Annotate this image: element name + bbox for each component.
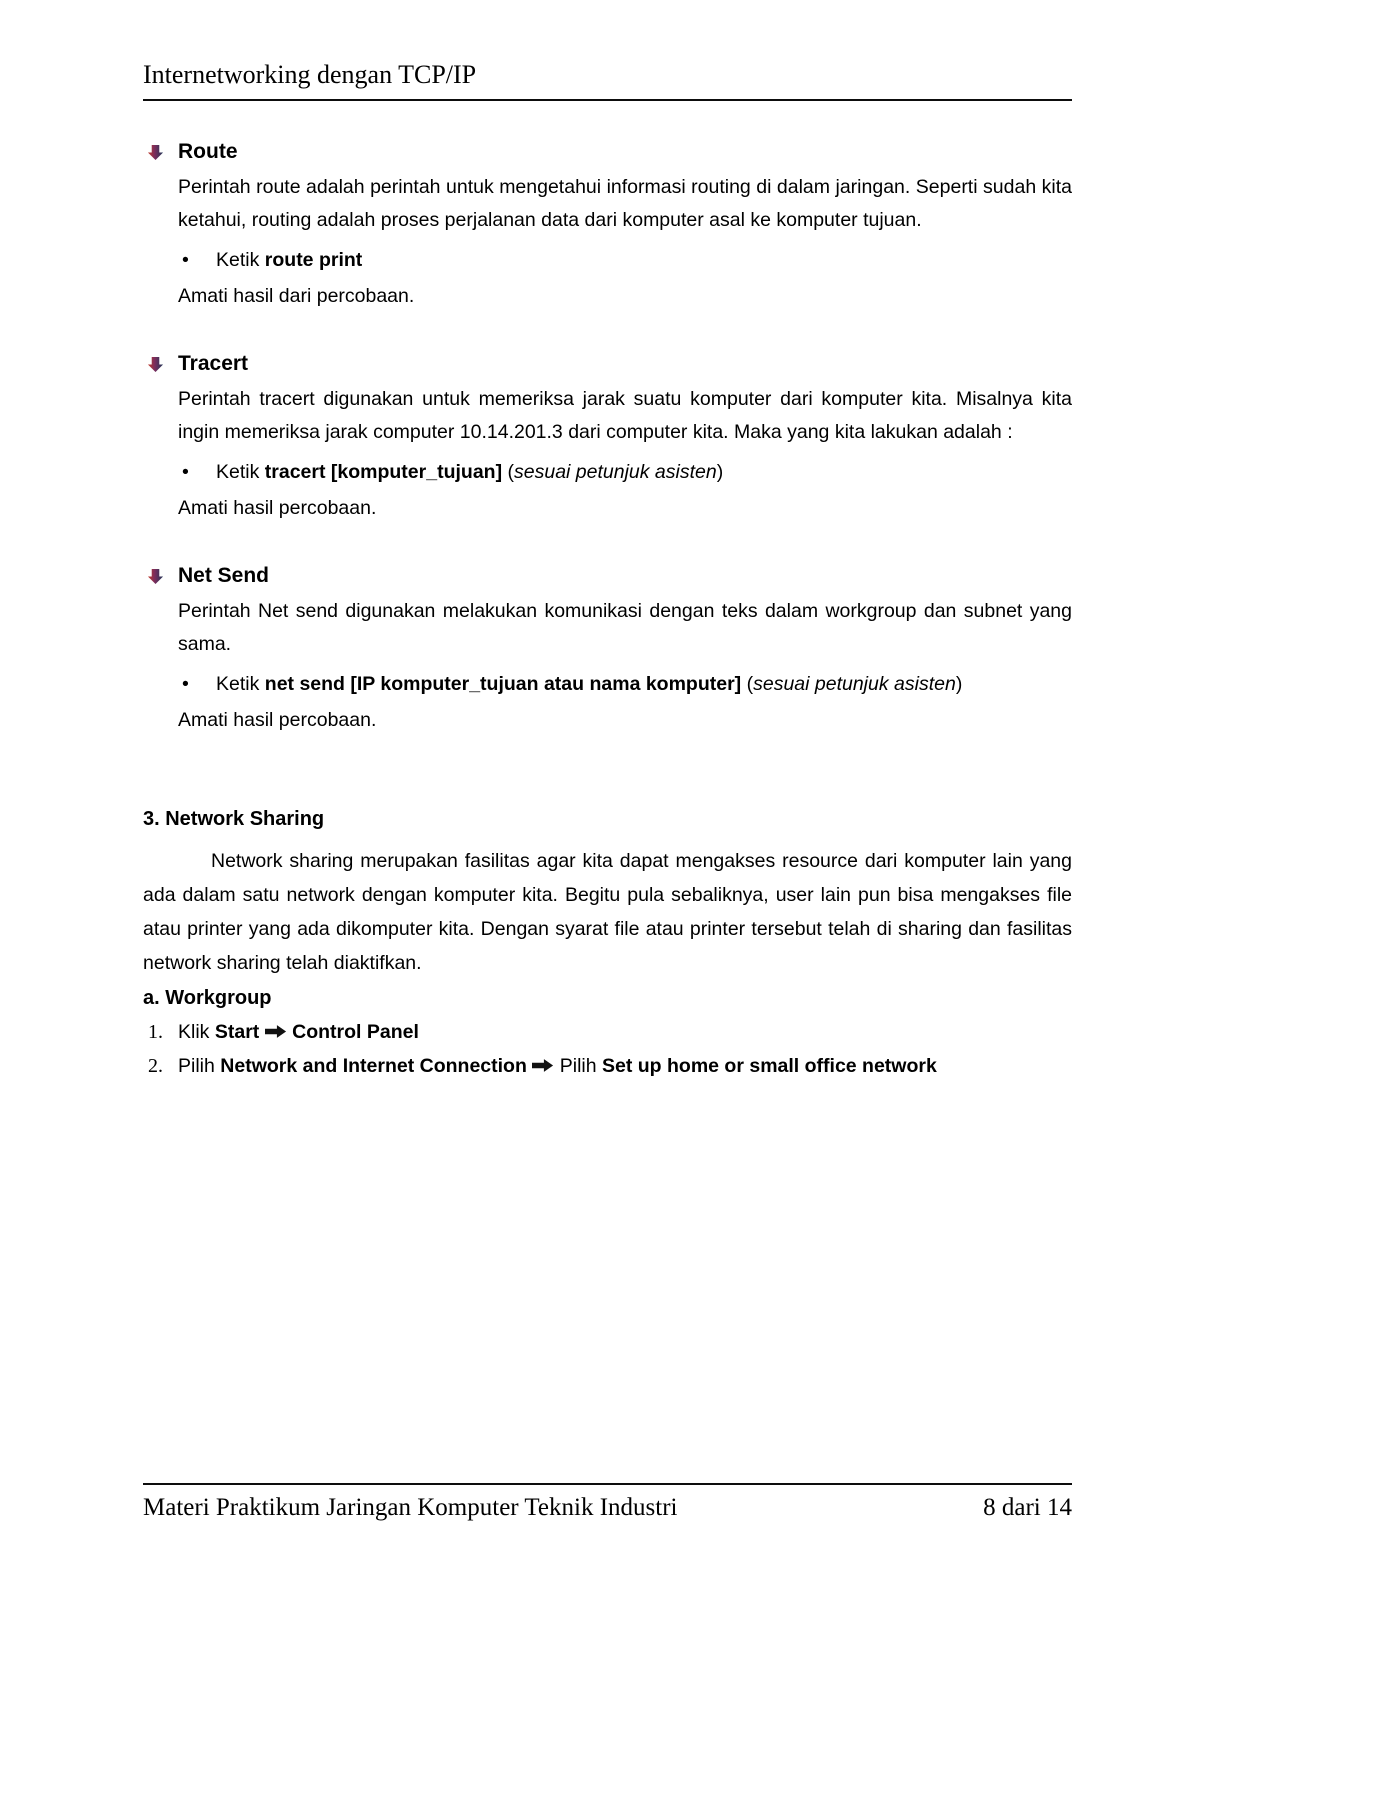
observe-note: Amati hasil percobaan. [178,709,377,731]
bullet-text [216,456,723,489]
section-paragraph: Perintah Net send digunakan melakukan komunikasi dengan teks dalam workgroup dan subnet yang sama. [178,600,1072,655]
step-command: Control Panel [292,1021,419,1043]
down-arrow-bullet-icon [147,356,165,373]
step-command: Start [214,1021,265,1043]
workgroup-step-2 [143,1049,1072,1083]
step-number: 1. [148,1021,163,1043]
section-heading [143,350,1072,378]
bullet-command: route print [264,249,363,271]
section-tracert [143,350,1072,525]
bullet-text-pre: Ketik [216,249,265,271]
footer-page-number: 8 dari 14 [983,1494,1072,1521]
bullet-text-post: ) [716,461,724,483]
page-header [143,60,1072,101]
bullet-command: net send [IP komputer_tujuan atau nama komputer] [264,673,742,695]
step-text-pre: Klik [178,1021,215,1043]
bullet-icon: • [182,461,189,483]
right-arrow-icon [532,1055,554,1077]
workgroup-heading: a. Workgroup [143,987,272,1009]
step-command: Network and Internet Connection [220,1055,533,1077]
bullet-note: sesuai petunjuk asisten [753,673,956,695]
bullet-icon: • [182,673,189,695]
bullet-text-mid: ( [502,461,514,483]
observe-note: Amati hasil dari percobaan. [178,285,415,307]
section-paragraph: Perintah route adalah perintah untuk mengetahui informasi routing di dalam jaringan. Seperti sudah kita ketahui, routing adalah proses perjalanan data dari komputer asal ke komputer tujuan. [178,176,1072,231]
bullet-note: sesuai petunjuk asisten [514,461,717,483]
page-content [143,60,1072,1083]
right-arrow-icon [265,1021,287,1043]
step-command: Set up home or small office network [602,1055,937,1077]
workgroup-step-1 [143,1015,1072,1049]
step-text [178,1049,937,1083]
footer-rule [143,1483,1072,1485]
bullet-icon: • [182,249,189,271]
network-sharing-paragraph: Network sharing merupakan fasilitas agar kita dapat mengakses resource dari komputer lain yang ada dalam satu network dengan komputer kita. Begitu pula sebaliknya, user lain pun bisa mengakses file atau printer yang ada dikomputer kita. Dengan syarat file atau printer tersebut telah di sharing dan fasilitas network sharing telah diaktifkan. [143,850,1072,974]
bullet-text-mid: ( [741,673,754,695]
step-text-mid: Pilih [554,1055,602,1077]
step-number: 2. [148,1055,163,1077]
bullet-text [216,668,962,701]
section-route [143,138,1072,313]
bullet-item [182,244,1072,277]
observe-note: Amati hasil percobaan. [178,497,377,519]
step-text [178,1015,419,1049]
bullet-item [182,456,1072,489]
section-title: Net Send [178,564,270,587]
down-arrow-bullet-icon [147,144,165,161]
section-net-send [143,562,1072,737]
header-rule [143,99,1072,101]
bullet-text-pre: Ketik [216,461,265,483]
network-sharing-heading: 3. Network Sharing [143,808,325,830]
bullet-item [182,668,1072,701]
header-title: Internetworking dengan TCP/IP [143,60,477,89]
bullet-text-pre: Ketik [216,673,265,695]
section-title: Tracert [178,352,249,375]
bullet-text [216,244,362,277]
down-arrow-bullet-icon [147,568,165,585]
bullet-command: tracert [komputer_tujuan] [264,461,503,483]
section-paragraph: Perintah tracert digunakan untuk memeriksa jarak suatu komputer dari komputer kita. Misalnya kita ingin memeriksa jarak computer 10.14.201.3 dari computer kita. Maka yang kita lakukan adalah : [178,388,1072,443]
bullet-text-post: ) [955,673,963,695]
section-title: Route [178,140,238,163]
footer-document-title: Materi Praktikum Jaringan Komputer Teknik Industri [143,1494,678,1521]
section-heading [143,138,1072,166]
step-text-pre: Pilih [178,1055,221,1077]
page-footer [143,1483,1072,1522]
section-heading [143,562,1072,590]
